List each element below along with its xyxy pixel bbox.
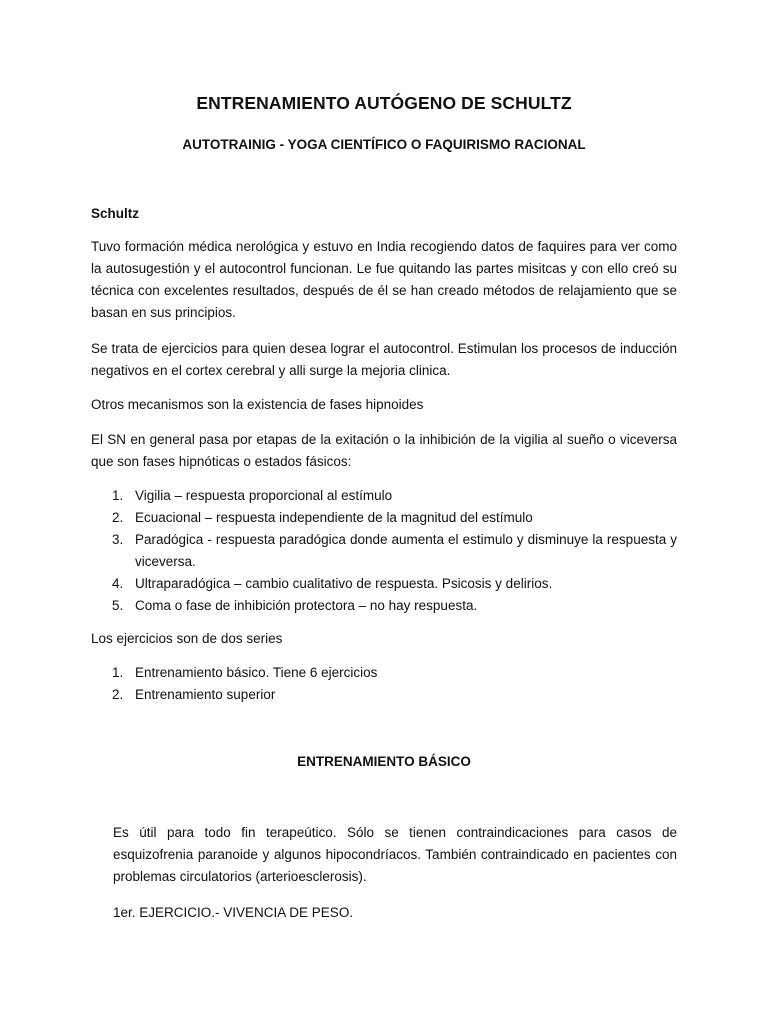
list-item: 5. Coma o fase de inhibición protectora – no hay respuesta. bbox=[112, 598, 478, 613]
list-item: 1. Vigilia – respuesta proporcional al estímulo bbox=[112, 488, 393, 503]
paragraph-mechanisms: Otros mecanismos son la existencia de fases hipnoides bbox=[91, 397, 424, 412]
paragraph-first-exercise: 1er. EJERCICIO.- VIVENCIA DE PESO. bbox=[113, 905, 354, 920]
document-subtitle: AUTOTRAINIG - YOGA CIENTÍFICO O FAQUIRISMO RACIONAL bbox=[182, 137, 586, 152]
section-heading-schultz: Schultz bbox=[91, 206, 140, 221]
paragraph-formation: Tuvo formación médica nerológica y estuvo en India recogiendo datos de faquires para ver como la autosugestión y el autocontrol funcionan. Le fue quitando las partes misitcas y con ello creó su técnica con excelentes resultados, después de él se han creado métodos de relajamiento que se basan en sus principios. bbox=[91, 239, 677, 320]
phases-list-container bbox=[91, 485, 677, 617]
list-item: 2. Ecuacional – respuesta independiente de la magnitud del estímulo bbox=[112, 510, 533, 525]
paragraph-exercises: Se trata de ejercicios para quien desea lograr el autocontrol. Estimulan los procesos de inducción negativos en el cortex cerebral y alli surge la mejoria clinica. bbox=[91, 341, 677, 378]
paragraph-series: Los ejercicios son de dos series bbox=[91, 631, 283, 646]
list-item: 2. Entrenamiento superior bbox=[112, 687, 276, 702]
list-item: 1. Entrenamiento básico. Tiene 6 ejercicios bbox=[112, 665, 378, 680]
paragraph-nervous-system: El SN en general pasa por etapas de la exitación o la inhibición de la vigilia al sueño o viceversa que son fases hipnóticas o estados fásicos: bbox=[91, 432, 677, 469]
section-heading-basic-training: ENTRENAMIENTO BÁSICO bbox=[297, 754, 471, 769]
document-title: ENTRENAMIENTO AUTÓGENO DE SCHULTZ bbox=[196, 93, 572, 113]
series-list bbox=[91, 662, 677, 706]
paragraph-contraindications: Es útil para todo fin terapeútico. Sólo se tienen contraindicaciones para casos de esquizofrenia paranoide y algunos hipocondríacos. También contraindicado en pacientes con problemas circulatorios (arterioesclerosis). bbox=[113, 825, 677, 884]
series-list-container bbox=[91, 662, 677, 706]
list-item: 4. Ultraparadógica – cambio cualitativo de respuesta. Psicosis y delirios. bbox=[112, 576, 553, 591]
list-item: 3. Paradógica - respuesta paradógica donde aumenta el estimulo y disminuye la respuesta y viceversa. bbox=[112, 532, 677, 569]
phases-list bbox=[91, 485, 677, 617]
